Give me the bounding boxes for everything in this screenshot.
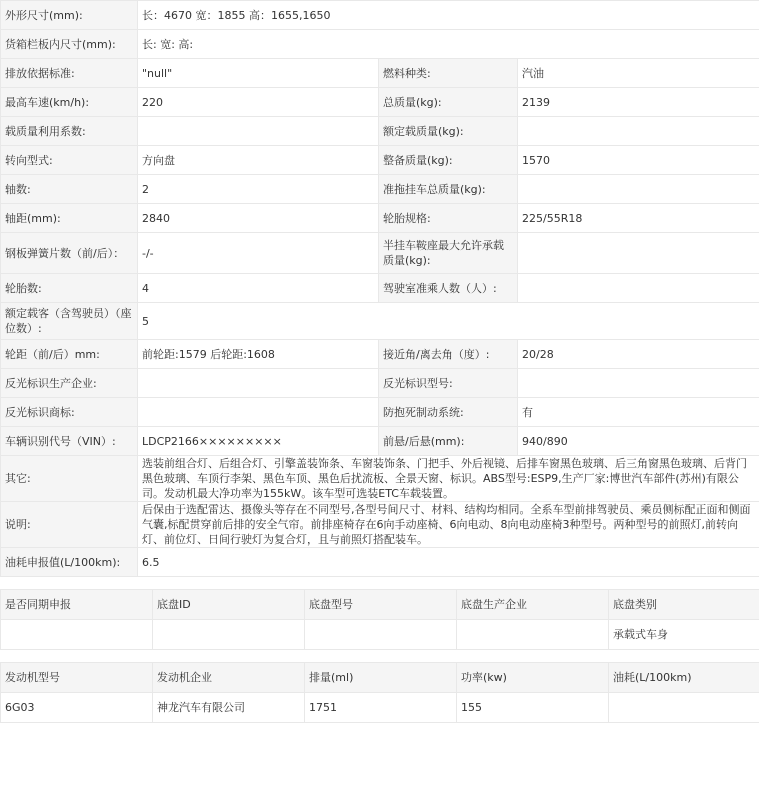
label-reflector-maker: 反光标识生产企业: xyxy=(1,369,138,398)
value-axles: 2 xyxy=(138,175,379,204)
label-track: 轮距（前/后）mm: xyxy=(1,340,138,369)
chassis-table xyxy=(0,589,759,650)
spec-row-passengers xyxy=(1,303,759,340)
engine-header-power: 功率(kw) xyxy=(457,663,609,693)
label-wheelbase: 轴距(mm): xyxy=(1,204,138,233)
value-wheelbase: 2840 xyxy=(138,204,379,233)
value-cab-seats xyxy=(518,274,759,303)
label-reflector-model: 反光标识型号: xyxy=(379,369,518,398)
value-passengers: 5 xyxy=(138,303,759,340)
spec-row-reflector xyxy=(1,369,759,398)
chassis-cell-maker xyxy=(457,620,609,650)
spec-row-fuel-consumption xyxy=(1,548,759,577)
label-reflector-brand: 反光标识商标: xyxy=(1,398,138,427)
value-trailer-mass xyxy=(518,175,759,204)
value-reflector-brand xyxy=(138,398,379,427)
label-dimensions: 外形尺寸(mm): xyxy=(1,1,138,30)
label-max-speed: 最高车速(km/h): xyxy=(1,88,138,117)
value-reflector-model xyxy=(518,369,759,398)
label-abs: 防抱死制动系统: xyxy=(379,398,518,427)
value-dimensions: 长：4670 宽：1855 高：1655,1650 xyxy=(138,1,759,30)
value-curb-mass: 1570 xyxy=(518,146,759,175)
label-notes: 说明: xyxy=(1,502,138,548)
spec-row-steering-curb xyxy=(1,146,759,175)
label-fuel-consumption: 油耗申报值(L/100km): xyxy=(1,548,138,577)
value-gross-mass: 2139 xyxy=(518,88,759,117)
chassis-cell-model xyxy=(305,620,457,650)
engine-header-model: 发动机型号 xyxy=(1,663,153,693)
label-fuel: 燃料种类: xyxy=(379,59,518,88)
label-saddle-load: 半挂车鞍座最大允许承载质量(kg): xyxy=(379,233,518,274)
label-curb-mass: 整备质量(kg): xyxy=(379,146,518,175)
label-emission: 排放依据标准: xyxy=(1,59,138,88)
spec-row-other xyxy=(1,456,759,502)
value-steering: 方向盘 xyxy=(138,146,379,175)
spec-row-speed-mass xyxy=(1,88,759,117)
value-rated-load xyxy=(518,117,759,146)
spec-row-springs-saddle xyxy=(1,233,759,274)
spec-row-vin-overhang xyxy=(1,427,759,456)
engine-header-fuel: 油耗(L/100km) xyxy=(609,663,759,693)
label-tire-spec: 轮胎规格: xyxy=(379,204,518,233)
label-trailer-mass: 准拖挂车总质量(kg): xyxy=(379,175,518,204)
engine-cell-fuel xyxy=(609,693,759,723)
label-other: 其它: xyxy=(1,456,138,502)
value-reflector-maker xyxy=(138,369,379,398)
label-rated-load: 额定载质量(kg): xyxy=(379,117,518,146)
chassis-cell-category: 承载式车身 xyxy=(609,620,759,650)
value-emission: "null" xyxy=(138,59,379,88)
engine-data-row xyxy=(1,693,759,723)
value-load-factor xyxy=(138,117,379,146)
value-notes: 后保由于选配雷达、摄像头等存在不同型号,各型号间尺寸、材料、结构均相同。全系车型前排驾驶员、乘员侧标配正面和侧面气囊,标配贯穿前后排的安全气帘。前排座椅存在6向手动座椅、6向电动、8向电动座椅3种型号。两种型号的前照灯,前转向灯、前位灯、日间行驶灯为复合灯，且与前照灯搭配装车。 xyxy=(138,502,759,548)
label-vin: 车辆识别代号（VIN）: xyxy=(1,427,138,456)
chassis-data-row xyxy=(1,620,759,650)
spec-row-axles-trailer xyxy=(1,175,759,204)
value-saddle-load xyxy=(518,233,759,274)
label-overhang: 前悬/后悬(mm): xyxy=(379,427,518,456)
spec-row-cargo-box xyxy=(1,30,759,59)
chassis-header-maker: 底盘生产企业 xyxy=(457,590,609,620)
spec-row-wheelbase-tire xyxy=(1,204,759,233)
chassis-header-model: 底盘型号 xyxy=(305,590,457,620)
section-gap xyxy=(0,577,759,589)
label-cab-seats: 驾驶室准乘人数（人）: xyxy=(379,274,518,303)
value-fuel-consumption: 6.5 xyxy=(138,548,759,577)
value-tire-count: 4 xyxy=(138,274,379,303)
label-tire-count: 轮胎数: xyxy=(1,274,138,303)
spec-row-brand-abs xyxy=(1,398,759,427)
chassis-header-category: 底盘类别 xyxy=(609,590,759,620)
value-leaf-springs: -/- xyxy=(138,233,379,274)
label-axles: 轴数: xyxy=(1,175,138,204)
chassis-header-row xyxy=(1,590,759,620)
label-load-factor: 载质量利用系数: xyxy=(1,117,138,146)
value-fuel: 汽油 xyxy=(518,59,759,88)
label-gross-mass: 总质量(kg): xyxy=(379,88,518,117)
value-other: 选装前组合灯、后组合灯、引擎盖装饰条、车窗装饰条、门把手、外后视镜、后排车窗黑色玻璃、后三角窗黑色玻璃、后背门黑色玻璃、车顶行李架、黑色车顶、黑色后扰流板、全景天窗、标识。ABS型号:ESP9,生产厂家:博世汽车部件(苏州)有限公司。发动机最大净功率为155kW。该车型可选装ETC车载装置。 xyxy=(138,456,759,502)
chassis-cell-same-period xyxy=(1,620,153,650)
value-track: 前轮距:1579 后轮距:1608 xyxy=(138,340,379,369)
value-abs: 有 xyxy=(518,398,759,427)
chassis-cell-id xyxy=(153,620,305,650)
engine-cell-power: 155 xyxy=(457,693,609,723)
value-overhang: 940/890 xyxy=(518,427,759,456)
value-cargo-box: 长: 宽: 高: xyxy=(138,30,759,59)
label-leaf-springs: 钢板弹簧片数（前/后）： xyxy=(1,233,138,274)
engine-cell-model: 6G03 xyxy=(1,693,153,723)
engine-header-maker: 发动机企业 xyxy=(153,663,305,693)
label-passengers: 额定载客（含驾驶员）（座位数）: xyxy=(1,303,138,340)
engine-header-displacement: 排量(ml) xyxy=(305,663,457,693)
spec-row-notes xyxy=(1,502,759,548)
engine-cell-displacement: 1751 xyxy=(305,693,457,723)
spec-row-emission-fuel xyxy=(1,59,759,88)
value-max-speed: 220 xyxy=(138,88,379,117)
spec-row-tires-cab xyxy=(1,274,759,303)
chassis-header-id: 底盘ID xyxy=(153,590,305,620)
spec-row-track-angles xyxy=(1,340,759,369)
spec-row-load xyxy=(1,117,759,146)
label-cargo-box: 货箱栏板内尺寸(mm): xyxy=(1,30,138,59)
label-steering: 转向型式: xyxy=(1,146,138,175)
value-tire-spec: 225/55R18 xyxy=(518,204,759,233)
value-angles: 20/28 xyxy=(518,340,759,369)
value-vin: LDCP2166××××××××× xyxy=(138,427,379,456)
engine-table xyxy=(0,662,759,723)
section-gap xyxy=(0,650,759,662)
chassis-header-same-period: 是否同期申报 xyxy=(1,590,153,620)
label-angles: 接近角/离去角（度）: xyxy=(379,340,518,369)
engine-cell-maker: 神龙汽车有限公司 xyxy=(153,693,305,723)
engine-header-row xyxy=(1,663,759,693)
spec-row-dimensions xyxy=(1,1,759,30)
